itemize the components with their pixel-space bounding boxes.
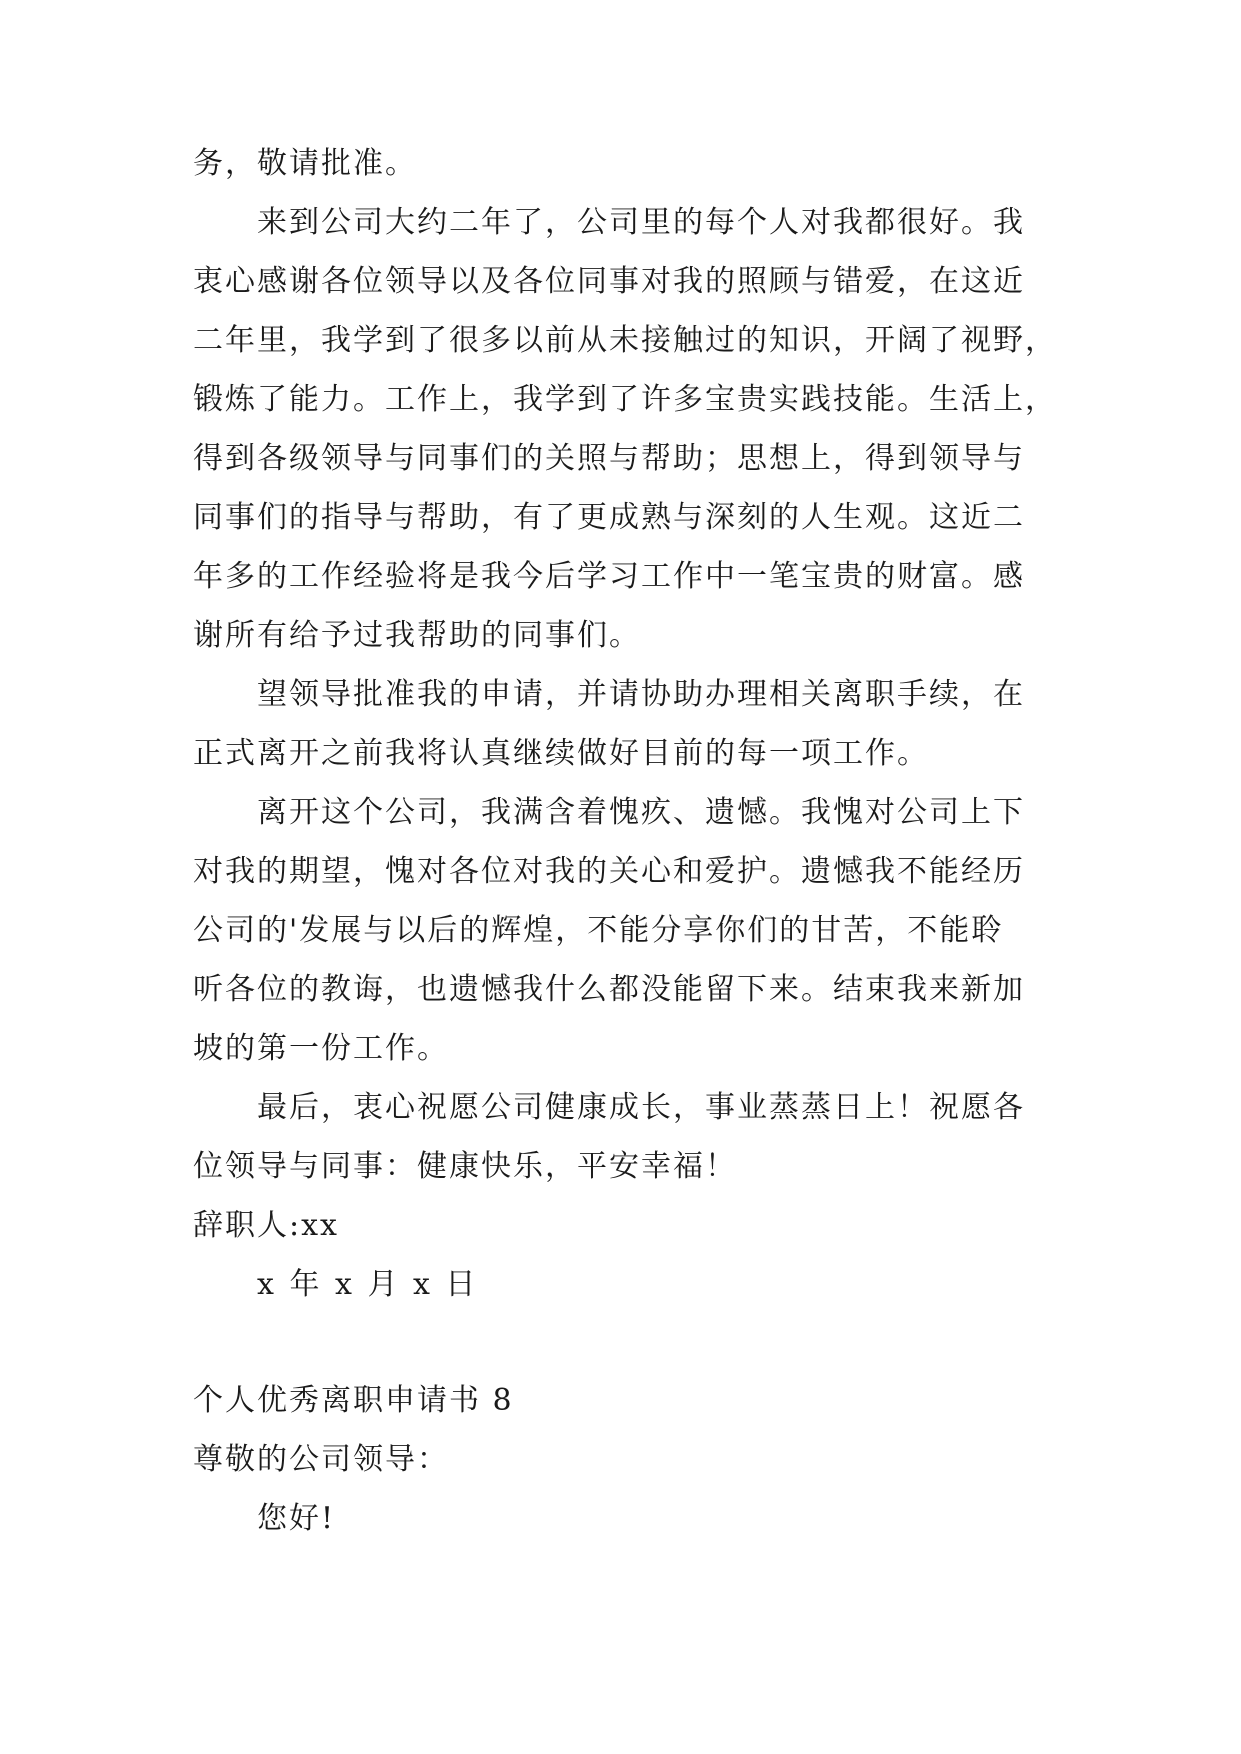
signature-line: 辞职人:xx <box>193 1208 339 1243</box>
signature-block <box>193 1196 1055 1314</box>
paragraph-regrets <box>193 783 1055 1078</box>
text-line: 公司的'发展与以后的辉煌，不能分享你们的甘苦，不能聆 <box>193 913 1004 948</box>
paragraph-company-experience <box>193 193 1055 665</box>
paragraph-closing-wishes <box>193 1078 1055 1196</box>
text-line: 位领导与同事：健康快乐，平安幸福！ <box>193 1149 737 1184</box>
text-line: 离开这个公司，我满含着愧疚、遗憾。我愧对公司上下 <box>257 795 1025 830</box>
text-line: 衷心感谢各位领导以及各位同事对我的照顾与错爱，在这近 <box>193 264 1025 299</box>
text-line: 对我的期望，愧对各位对我的关心和爱护。遗憾我不能经历 <box>193 854 1025 889</box>
text-line: 同事们的指导与帮助，有了更成熟与深刻的人生观。这近二 <box>193 500 1025 535</box>
section-title: 个人优秀离职申请书 8 <box>193 1383 514 1418</box>
greeting: 您好! <box>257 1501 336 1536</box>
paragraph-continuation <box>193 134 1055 193</box>
text-line: 正式离开之前我将认真继续做好目前的每一项工作。 <box>193 736 929 771</box>
text-line: 得到各级领导与同事们的关照与帮助；思想上，得到领导与 <box>193 441 1025 476</box>
text-line: 听各位的教诲，也遗憾我什么都没能留下来。结束我来新加 <box>193 972 1025 1007</box>
next-letter-header <box>193 1371 1055 1548</box>
text-line: 年多的工作经验将是我今后学习工作中一笔宝贵的财富。感 <box>193 559 1025 594</box>
text-line: 坡的第一份工作。 <box>193 1031 449 1066</box>
text-line: 二年里，我学到了很多以前从未接触过的知识，开阔了视野， <box>193 323 1057 358</box>
text-line: 最后，衷心祝愿公司健康成长，事业蒸蒸日上！祝愿各 <box>257 1090 1025 1125</box>
text-line: 锻炼了能力。工作上，我学到了许多宝贵实践技能。生活上， <box>193 382 1057 417</box>
text-line: 谢所有给予过我帮助的同事们。 <box>193 618 641 653</box>
paragraph-request-approval <box>193 665 1055 783</box>
date-line: x 年 x 月 x 日 <box>257 1267 479 1302</box>
text-line: 务，敬请批准。 <box>193 146 417 181</box>
text-line: 来到公司大约二年了，公司里的每个人对我都很好。我 <box>257 205 1025 240</box>
salutation: 尊敬的公司领导： <box>193 1442 449 1477</box>
text-line: 望领导批准我的申请，并请协助办理相关离职手续，在 <box>257 677 1025 712</box>
